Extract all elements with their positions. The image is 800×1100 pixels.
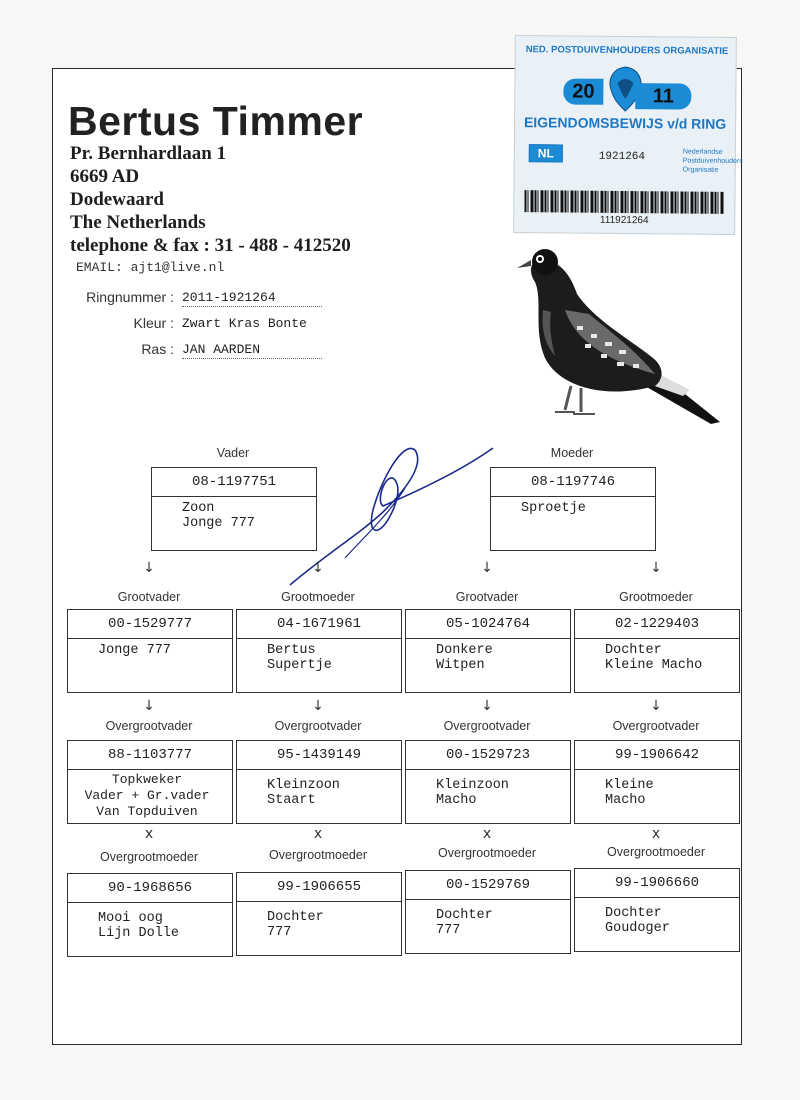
ring-number: 99-1906660 (575, 869, 739, 898)
breed-label: Ras : (141, 341, 174, 357)
pedigree-box-overgrootvader-2 (236, 740, 402, 824)
cross-icon: x (651, 826, 661, 842)
pedigree-box-grootmoeder-1 (236, 609, 402, 693)
ring-number: 95-1439149 (237, 741, 401, 770)
arrow-icon: ↓ (650, 560, 662, 576)
sticker-ring-number: 1921264 (598, 150, 646, 164)
role-label: Grootmoeder (619, 590, 693, 604)
role-label: Overgrootvader (443, 719, 531, 733)
arrow-icon: ↓ (143, 560, 155, 576)
role-label: Overgrootvader (105, 719, 193, 733)
owner-country: The Netherlands (70, 212, 206, 233)
ring-number: 00-1529777 (68, 610, 232, 639)
sticker-title: EIGENDOMSBEWIJS v/d RING (523, 114, 727, 132)
ring-number: 99-1906642 (575, 741, 739, 770)
arrow-icon: ↓ (312, 560, 324, 576)
sticker-country-code: NL (529, 144, 563, 162)
bird-description: Zoon Jonge 777 (182, 501, 255, 531)
pedigree-box-overgrootvader-3 (405, 740, 571, 824)
arrow-icon: ↓ (143, 698, 155, 714)
bird-description: Kleinzoon Macho (436, 778, 509, 808)
phone-label: telephone & fax : (70, 235, 210, 256)
pedigree-box-overgrootvader-4 (574, 740, 740, 824)
pedigree-box-overgrootmoeder-1 (67, 873, 233, 957)
role-label-vader: Vader (216, 446, 250, 460)
bird-description: Dochter Kleine Macho (605, 643, 703, 673)
role-label: Overgrootmoeder (607, 845, 705, 859)
cross-icon: x (144, 826, 154, 842)
ring-number: 04-1671961 (237, 610, 401, 639)
bird-description: Bertus Supertje (267, 643, 332, 673)
owner-email-line (76, 260, 224, 275)
owner-phone-line (70, 235, 351, 257)
bird-description: Kleinzoon Staart (267, 778, 340, 808)
role-label: Overgrootvader (612, 719, 700, 733)
pedigree-box-vader (151, 467, 317, 551)
ownership-certificate-sticker (513, 35, 743, 235)
pedigree-box-overgrootmoeder-2 (236, 872, 402, 956)
breed-value: JAN AARDEN (182, 342, 322, 359)
arrow-icon: ↓ (650, 698, 662, 714)
pigeon-illustration (515, 240, 725, 430)
bird-description: Dochter 777 (267, 910, 324, 940)
role-label: Grootmoeder (281, 590, 355, 604)
color-label: Kleur : (133, 315, 174, 331)
email-address: ajt1@live.nl (130, 260, 225, 275)
bird-description: Donkere Witpen (436, 643, 493, 673)
bird-description: Sproetje (521, 501, 586, 516)
role-label: Grootvader (117, 590, 181, 604)
ring-value: 2011-1921264 (182, 290, 322, 307)
bird-description: Topkweker Vader + Gr.vader Van Topduiven (84, 772, 210, 819)
cross-icon: x (313, 826, 323, 842)
ring-label: Ringnummer : (86, 289, 174, 305)
phone-number: 31 - 488 - 412520 (214, 235, 351, 256)
arrow-icon: ↓ (481, 698, 493, 714)
cross-icon: x (482, 826, 492, 842)
ring-number: 00-1529769 (406, 871, 570, 900)
role-label-moeder: Moeder (550, 446, 594, 460)
arrow-icon: ↓ (312, 698, 324, 714)
sticker-npo-lines: Nederlandse Postduivenhouders Organisatie (682, 148, 743, 174)
role-label: Overgrootmoeder (269, 848, 367, 862)
pedigree-box-grootvader-2 (405, 609, 571, 693)
bird-description: Kleine Macho (605, 778, 654, 808)
sticker-year-right: 11 (635, 83, 691, 109)
ring-number: 02-1229403 (575, 610, 739, 639)
ring-number: 08-1197746 (491, 468, 655, 497)
bird-description: Mooi oog Lijn Dolle (98, 911, 180, 941)
ring-number: 88-1103777 (68, 741, 232, 770)
pedigree-box-grootvader-1 (67, 609, 233, 693)
sticker-org-name: NED. POSTDUIVENHOUDERS ORGANISATIE (525, 44, 729, 57)
pedigree-box-grootmoeder-2 (574, 609, 740, 693)
sticker-year-left: 20 (563, 78, 603, 104)
ring-number: 99-1906655 (237, 873, 401, 902)
pedigree-box-overgrootvader-1 (67, 740, 233, 824)
owner-postcode: 6669 AD (70, 166, 140, 187)
bird-description: Jonge 777 (98, 643, 171, 658)
role-label: Grootvader (455, 590, 519, 604)
pedigree-box-overgrootmoeder-4 (574, 868, 740, 952)
arrow-icon: ↓ (481, 560, 493, 576)
bird-description: Dochter Goudoger (605, 906, 670, 936)
ring-number: 00-1529723 (406, 741, 570, 770)
owner-name: Bertus Timmer (68, 98, 364, 144)
ring-number: 90-1968656 (68, 874, 232, 903)
sticker-barcode-number: 111921264 (599, 214, 649, 227)
ring-number: 05-1024764 (406, 610, 570, 639)
owner-city: Dodewaard (70, 189, 164, 210)
pedigree-box-overgrootmoeder-3 (405, 870, 571, 954)
bird-description: Dochter 777 (436, 908, 493, 938)
pedigree-box-moeder (490, 467, 656, 551)
sticker-barcode (524, 190, 724, 214)
ring-number: 08-1197751 (152, 468, 316, 497)
color-value: Zwart Kras Bonte (182, 316, 307, 331)
email-label: EMAIL: (76, 260, 123, 275)
owner-street: Pr. Bernhardlaan 1 (70, 143, 227, 164)
role-label: Overgrootmoeder (100, 850, 198, 864)
role-label: Overgrootvader (274, 719, 362, 733)
role-label: Overgrootmoeder (438, 846, 536, 860)
